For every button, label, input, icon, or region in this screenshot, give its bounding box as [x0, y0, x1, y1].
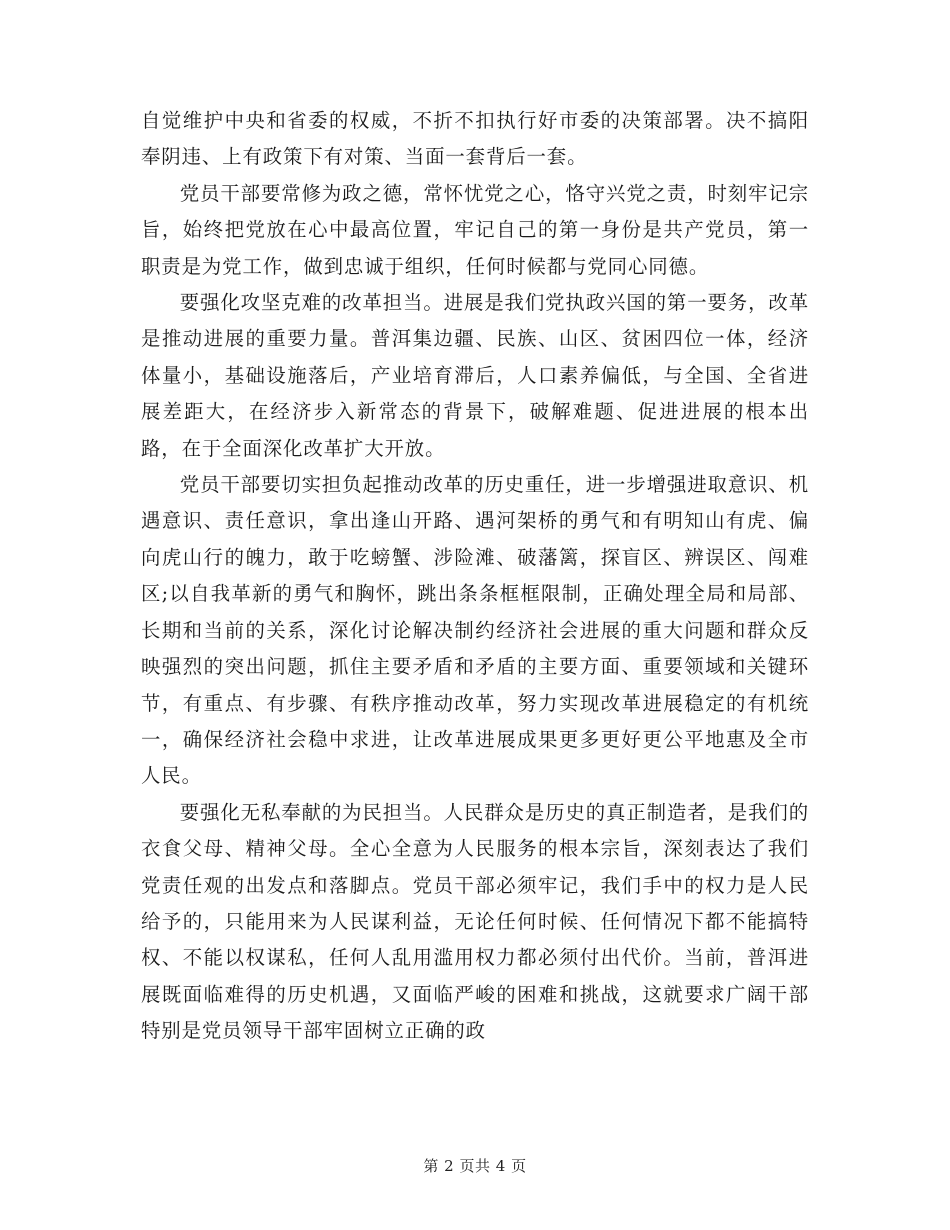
- page-number-footer: 第 2 页共 4 页: [423, 1157, 527, 1175]
- paragraph: 要强化无私奉献的为民担当。人民群众是历史的真正制造者，是我们的衣食父母、精神父母。全心全意为人民服务的根本宗旨，深刻表达了我们党责任观的出发点和落脚点。党员干部必须牢记，我们手中的权力是人民给予的，只能用来为人民谋利益，无论任何时候、任何情况下都不能搞特权、不能以权谋私，任何人乱用滥用权力都必须付出代价。当前，普洱进展既面临难得的历史机遇，又面临严峻的困难和挑战，这就要求广阔干部特别是党员领导干部牢固树立正确的政: [141, 800, 809, 1043]
- paragraph-continued: 自觉维护中央和省委的权威，不折不扣执行好市委的决策部署。决不搞阳奉阴违、上有政策下有对策、当面一套背后一套。: [141, 109, 809, 169]
- document-body: [141, 103, 809, 1050]
- paragraph: 党员干部要切实担负起推动改革的历史重任，进一步增强进取意识、机遇意识、责任意识，拿出逢山开路、遇河架桥的勇气和有明知山有虎、偏向虎山行的魄力，敢于吃螃蟹、涉险滩、破藩篱，探盲区、辨误区、闯难区;以自我革新的勇气和胸怀，跳出条条框框限制，正确处理全局和局部、长期和当前的关系，深化讨论解决制约经济社会进展的重大问题和群众反映强烈的突出问题，抓住主要矛盾和矛盾的主要方面、重要领域和关键环节，有重点、有步骤、有秩序推动改革，努力实现改革进展稳定的有机统一，确保经济社会稳中求进，让改革进展成果更多更好更公平地惠及全市人民。: [141, 473, 809, 788]
- paragraph: 要强化攻坚克难的改革担当。进展是我们党执政兴国的第一要务，改革是推动进展的重要力量。普洱集边疆、民族、山区、贫困四位一体，经济体量小，基础设施落后，产业培育滞后，人口素养偏低，与全国、全省进展差距大，在经济步入新常态的背景下，破解难题、促进进展的根本出路，在于全面深化改革扩大开放。: [141, 291, 809, 460]
- paragraph: 党员干部要常修为政之德，常怀忧党之心，恪守兴党之责，时刻牢记宗旨，始终把党放在心中最高位置，牢记自己的第一身份是共产党员，第一职责是为党工作，做到忠诚于组织，任何时候都与党同心同德。: [141, 181, 809, 278]
